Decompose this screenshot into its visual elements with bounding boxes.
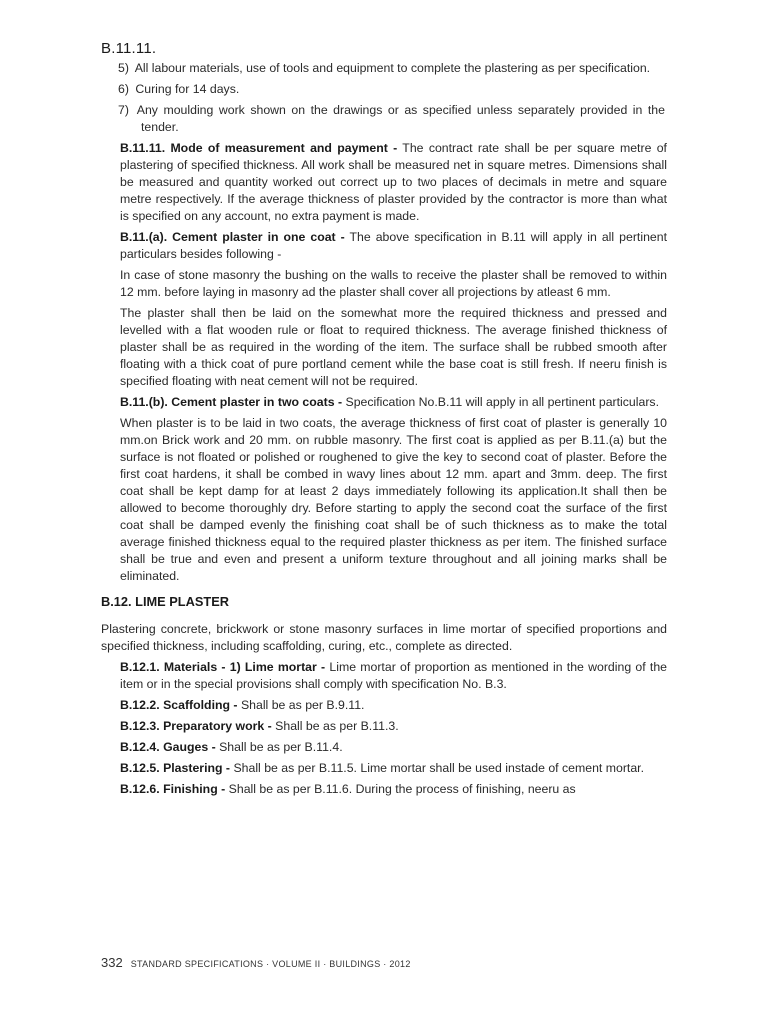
paragraph-measurement-payment: [120, 140, 667, 225]
paragraph-text: Lime mortar of proportion as mentioned in the wording of the item or in the special provisions shall comply with specification No. B.3.: [120, 660, 667, 691]
paragraph-heading: B.12.6. Finishing -: [120, 782, 226, 796]
list-item: [101, 60, 665, 77]
list-text: Any moulding work shown on the drawings or as specified unless separately provided in the tender.: [136, 103, 665, 134]
list-text: All labour materials, use of tools and equipment to complete the plastering as per specification.: [134, 61, 651, 75]
paragraph-heading: B.11.(b). Cement plaster in two coats -: [120, 395, 343, 409]
section-heading-lime-plaster: B.12. LIME PLASTER: [101, 594, 229, 609]
paragraph-heading: B.12.5. Plastering -: [120, 761, 231, 775]
paragraph-one-coat: [120, 229, 667, 263]
page-content: [101, 40, 667, 802]
list-number: 6): [118, 82, 129, 96]
paragraph-gauges: [120, 739, 667, 756]
list-number: 5): [118, 61, 129, 75]
paragraph-text: Shall be as per B.11.3.: [271, 719, 399, 733]
paragraph-text: Plastering concrete, brickwork or stone masonry surfaces in lime mortar of specified proportions and specified thickness, including scaffolding, curing, etc., complete as directed.: [101, 622, 667, 653]
paragraph-heading: B.11.11. Mode of measurement and payment -: [120, 141, 398, 155]
paragraph-text: Specification No.B.11 will apply in all pertinent particulars.: [342, 395, 659, 409]
paragraph-heading: B.12.4. Gauges -: [120, 740, 216, 754]
page-footer: [101, 955, 411, 970]
paragraph-text: The above specification in B.11 will apply in all pertinent particulars besides following -: [120, 230, 667, 261]
paragraph-stone-masonry: [120, 267, 667, 301]
paragraph-heading: B.11.(a). Cement plaster in one coat -: [120, 230, 345, 244]
paragraph-text: Shall be as per B.11.4.: [215, 740, 343, 754]
paragraph-preparatory-work: [120, 718, 667, 735]
list-item: [101, 102, 665, 136]
paragraph-lime-plaster-intro: [101, 621, 667, 655]
paragraph-text: Shall be as per B.11.6. During the process of finishing, neeru as: [225, 782, 576, 796]
paragraph-scaffolding: [120, 697, 667, 714]
paragraph-text: Shall be as per B.9.11.: [237, 698, 365, 712]
page-number: 332: [101, 955, 123, 970]
paragraph-text: Shall be as per B.11.5. Lime mortar shall be used instade of cement mortar.: [230, 761, 645, 775]
paragraph-text: The plaster shall then be laid on the somewhat more the required thickness and pressed and levelled with a flat wooden rule or float to required thickness. The average finished thickness of plaster shall be as required in the wording of the item. The surface shall be rubbed smooth after floating with a thick coat of pure portland cement while the base coat is still fresh. If neeru finish is specified floating with neat cement will not be required.: [120, 306, 667, 388]
publication-title: STANDARD SPECIFICATIONS · VOLUME II · BUILDINGS · 2012: [130, 959, 411, 969]
list-number: 7): [118, 103, 129, 117]
paragraph-plaster-laying: [120, 305, 667, 390]
paragraph-heading: B.12.1. Materials - 1) Lime mortar -: [120, 660, 326, 674]
list-item: [101, 81, 665, 98]
paragraph-text: When plaster is to be laid in two coats, the average thickness of first coat of plaster is generally 10 mm.on Brick work and 20 mm. on rubble masonry. The first coat is applied as per B.11.(a) but the surface is not floated or polished or roughened to give the key to second coat of plaster. Before the first coat hardens, it shall be combed in wavy lines about 12 mm. apart and 3mm. deep. The first coat shall be kept damp for at least 2 days immediately following its application.It shall then be allowed to become thoroughly dry. Before starting to apply the second coat the surface of the first coat shall be damped evenly the finishing coat shall be of such thickness as to make the total average finished thickness equal to the required plaster thickness as per item. The finished surface shall be true and even and present a uniform texture throughout and all joining marks shall be eliminated.: [120, 416, 667, 583]
paragraph-finishing: [120, 781, 667, 798]
paragraph-materials: [120, 659, 667, 693]
paragraph-two-coats: [120, 394, 667, 411]
paragraph-plastering: [120, 760, 667, 777]
paragraph-heading: B.12.2. Scaffolding -: [120, 698, 238, 712]
paragraph-heading: B.12.3. Preparatory work -: [120, 719, 272, 733]
paragraph-text: The contract rate shall be per square metre of plastering of specified thickness. All work shall be measured net in square metres. Dimensions shall be measured and quantity worked out correct up to two places of decimals in metre and square metre respectively. If the average thickness of plaster provided by the contractor is more than what is specified on any account, no extra payment is made.: [120, 141, 667, 223]
section-header: B.11.11.: [101, 40, 157, 57]
list-text: Curing for 14 days.: [135, 82, 240, 96]
paragraph-two-coat-procedure: [120, 415, 667, 585]
paragraph-text: In case of stone masonry the bushing on the walls to receive the plaster shall be removed to within 12 mm. before laying in masonry ad the plaster shall cover all projections by atleast 6 mm.: [120, 268, 667, 299]
